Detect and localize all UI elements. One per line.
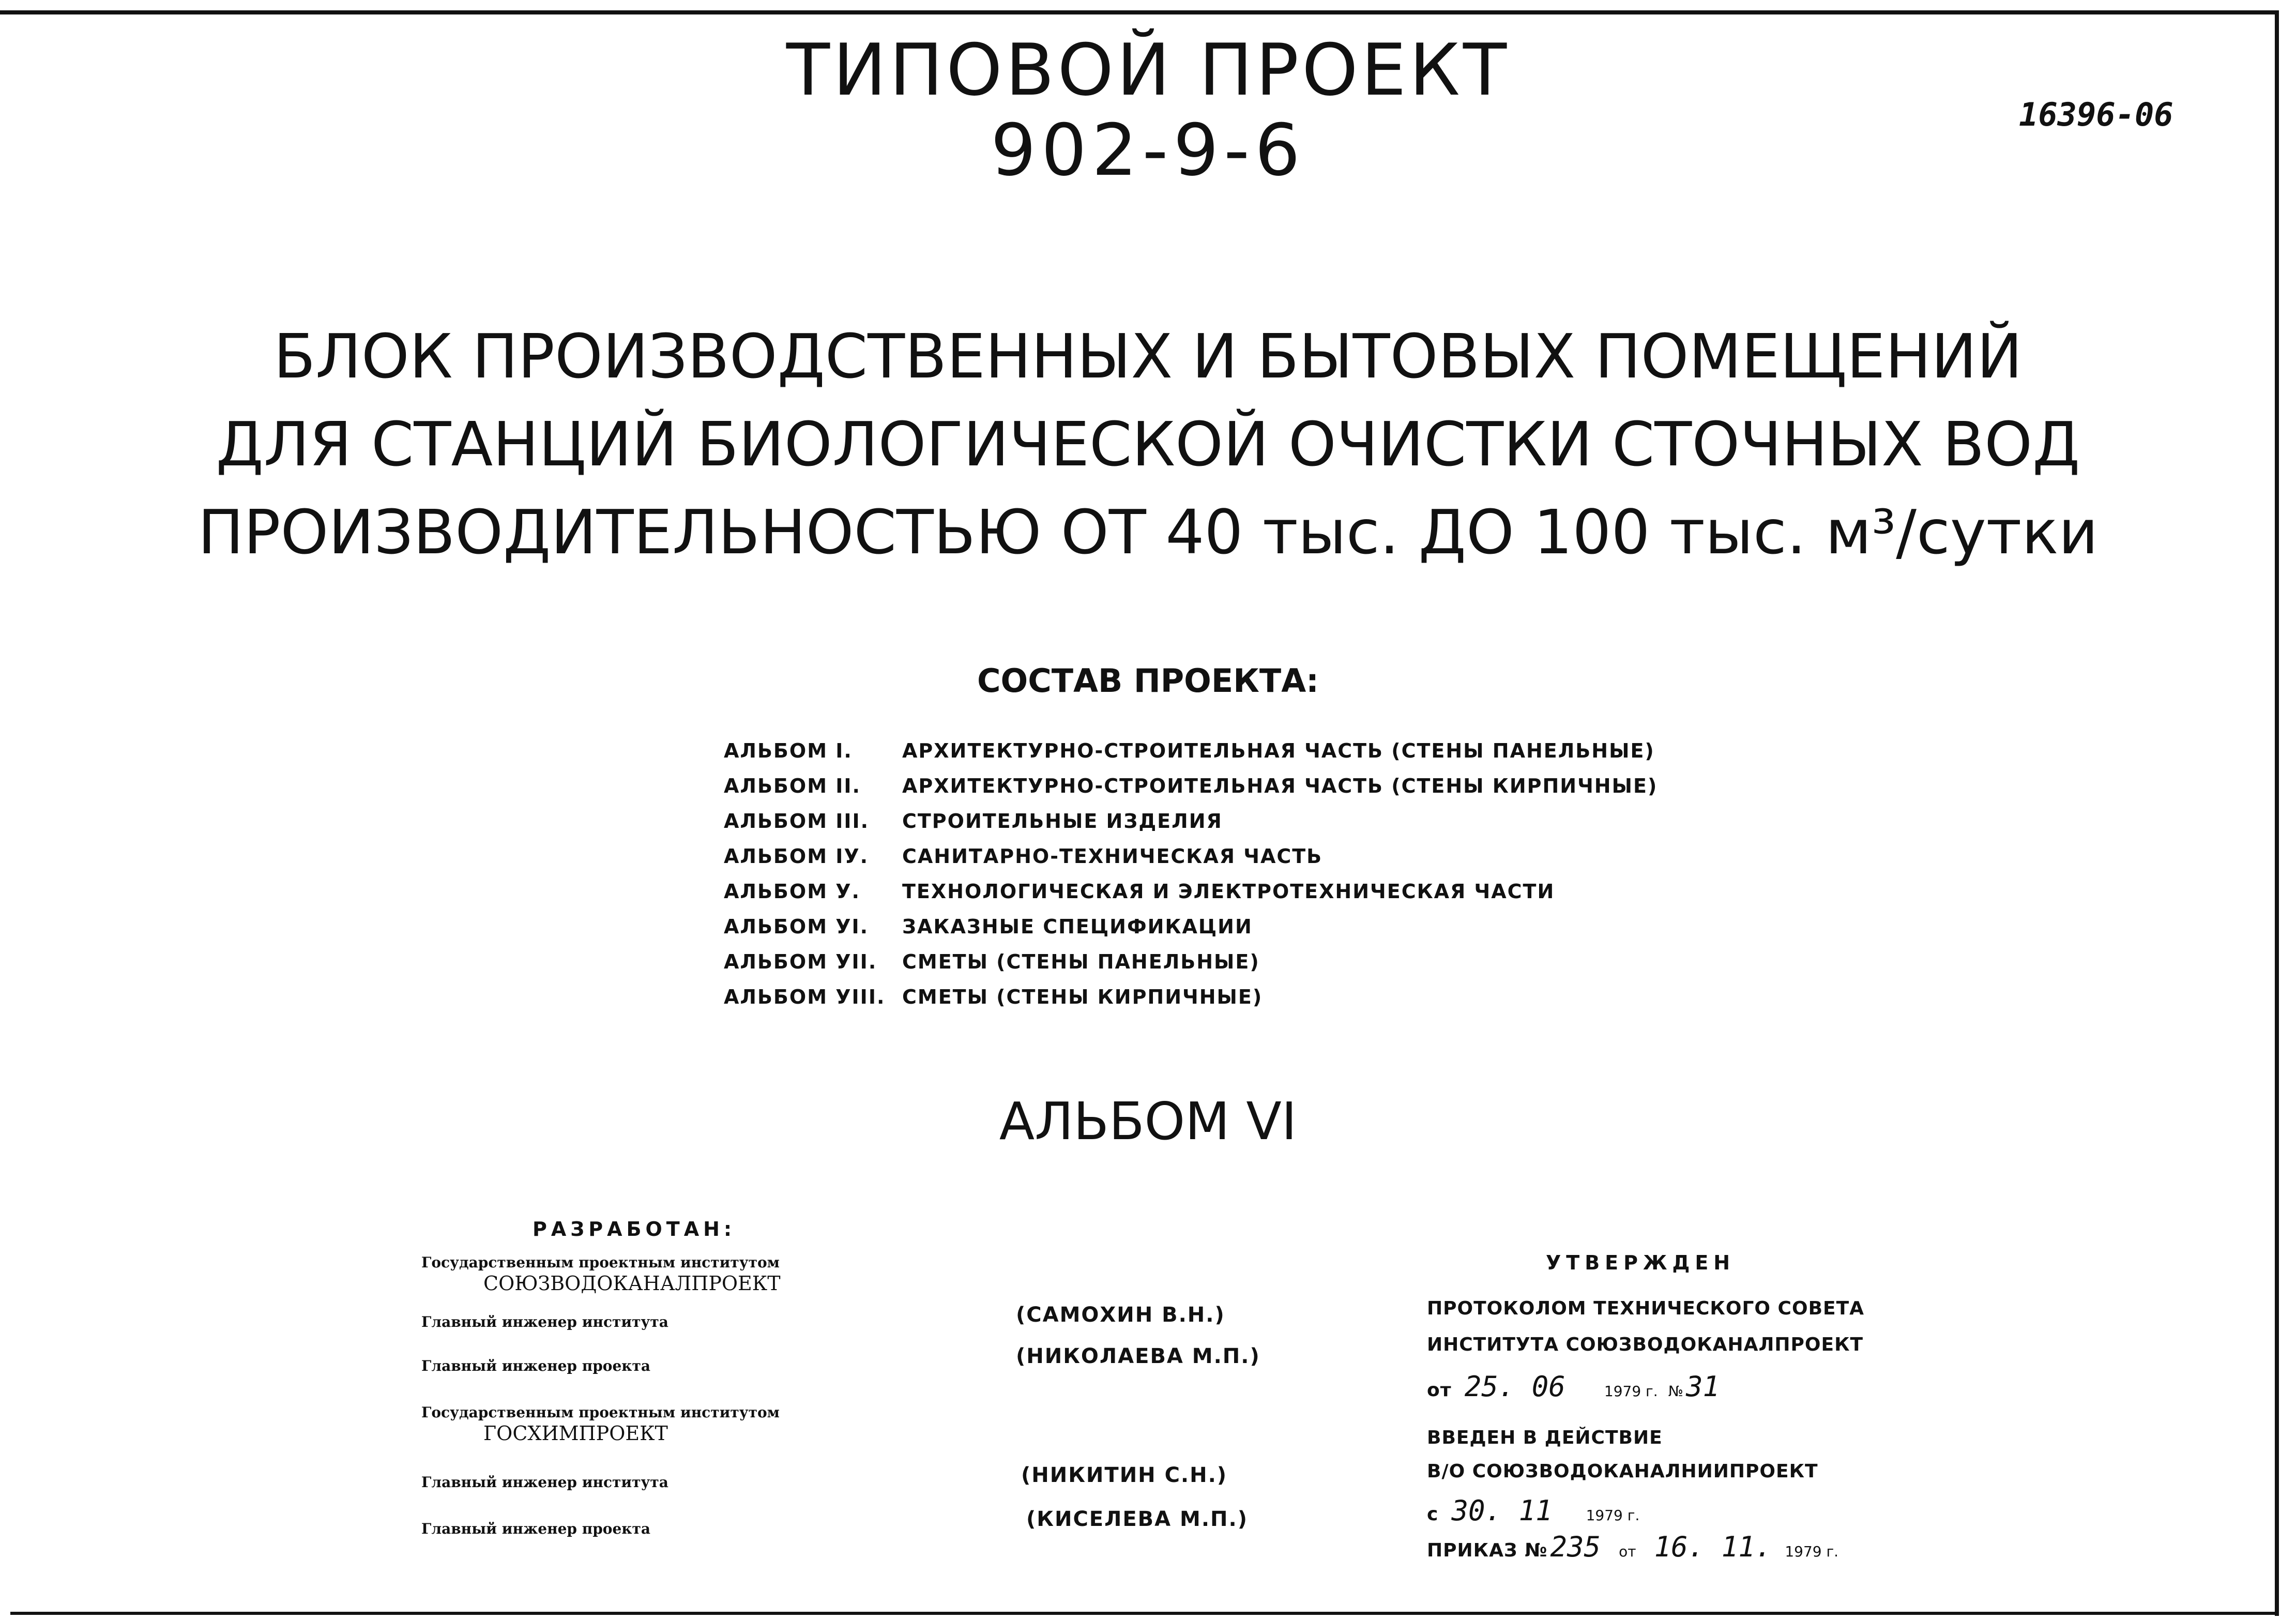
composition-title: СОСТАВ ПРОЕКТА: [977, 662, 1319, 700]
album-title: АЛЬБОМ VI [999, 1091, 1297, 1152]
developer-org-2-label: Государственным проектным институтом [421, 1404, 780, 1421]
developer-org-1-name: СОЮЗВОДОКАНАЛПРОЕКТ [483, 1272, 781, 1295]
frame-bottom-border [10, 1612, 2279, 1615]
album-label: АЛЬБОМ УI. [724, 915, 869, 938]
enacted-label: ВВЕДЕН В ДЕЙСТВИЕ [1427, 1427, 1663, 1448]
order-date: 16. 11. [1654, 1531, 1772, 1563]
album-description: ЗАКАЗНЫЕ СПЕЦИФИКАЦИИ [902, 915, 1253, 938]
enacted-date: 30. 11 [1451, 1494, 1553, 1527]
album-label: АЛЬБОМ У. [724, 880, 860, 903]
approved-protocol-line-2: ИНСТИТУТА СОЮЗВОДОКАНАЛПРОЕКТ [1427, 1334, 1864, 1355]
album-description: САНИТАРНО-ТЕХНИЧЕСКАЯ ЧАСТЬ [902, 845, 1323, 868]
chief-engineer-project-1: Главный инженер проекта [421, 1357, 651, 1374]
album-label: АЛЬБОМ II. [724, 775, 861, 797]
album-description: СМЕТЫ (СТЕНЫ КИРПИЧНЫЕ) [902, 986, 1263, 1008]
registration-code: 16396-06 [2019, 96, 2173, 133]
chief-engineer-institute-1: Главный инженер института [421, 1313, 668, 1330]
signatory-name: (КИСЕЛЕВА М.П.) [1026, 1507, 1249, 1531]
approval-date: 25. 06 [1464, 1370, 1565, 1403]
approved-title: УТВЕРЖДЕН [1546, 1251, 1736, 1274]
signatory-name: (НИКОЛАЕВА М.П.) [1016, 1344, 1260, 1368]
order-line: ПРИКАЗ № 235 от 16. 11. 1979 г. [1427, 1531, 1839, 1563]
developer-org-1-label: Государственным проектным институтом [421, 1254, 780, 1271]
album-description: СТРОИТЕЛЬНЫЕ ИЗДЕЛИЯ [902, 810, 1223, 833]
album-label: АЛЬБОМ III. [724, 810, 870, 833]
order-number: 235 [1550, 1531, 1601, 1563]
album-label: АЛЬБОМ IУ. [724, 845, 869, 868]
chief-engineer-institute-2: Главный инженер института [421, 1474, 668, 1491]
album-label: АЛЬБОМ I. [724, 739, 853, 762]
signatory-name: (САМОХИН В.Н.) [1016, 1303, 1225, 1327]
album-label: АЛЬБОМ УII. [724, 950, 877, 973]
document-title: ТИПОВОЙ ПРОЕКТ [786, 28, 1510, 112]
approval-date-line: от 25. 06 1979 г. № 31 [1427, 1370, 1720, 1403]
album-description: АРХИТЕКТУРНО-СТРОИТЕЛЬНАЯ ЧАСТЬ (СТЕНЫ КИРПИЧНЫЕ) [902, 775, 1658, 797]
heading-line-2: ДЛЯ СТАНЦИЙ БИОЛОГИЧЕСКОЙ ОЧИСТКИ СТОЧНЫХ ВОД [216, 408, 2080, 480]
enacted-date-line: с 30. 11 1979 г. [1427, 1494, 1640, 1527]
chief-engineer-project-2: Главный инженер проекта [421, 1520, 651, 1537]
album-description: АРХИТЕКТУРНО-СТРОИТЕЛЬНАЯ ЧАСТЬ (СТЕНЫ ПАНЕЛЬНЫЕ) [902, 739, 1655, 762]
signatory-name: (НИКИТИН С.Н.) [1021, 1463, 1228, 1487]
project-number: 902-9-6 [991, 109, 1305, 192]
heading-line-3: ПРОИЗВОДИТЕЛЬНОСТЬЮ ОТ 40 тыс. ДО 100 тыс. м³/сутки [197, 496, 2099, 568]
frame-top-border [0, 10, 2275, 14]
protocol-number: 31 [1685, 1370, 1720, 1403]
developed-title: РАЗРАБОТАН: [533, 1218, 736, 1240]
approved-protocol-line-1: ПРОТОКОЛОМ ТЕХНИЧЕСКОГО СОВЕТА [1427, 1298, 1865, 1319]
album-description: ТЕХНОЛОГИЧЕСКАЯ И ЭЛЕКТРОТЕХНИЧЕСКАЯ ЧАСТИ [902, 880, 1555, 903]
heading-line-1: БЛОК ПРОИЗВОДСТВЕННЫХ И БЫТОВЫХ ПОМЕЩЕНИЙ [273, 321, 2023, 392]
enacted-org: В/О СОЮЗВОДОКАНАЛНИИПРОЕКТ [1427, 1461, 1818, 1482]
album-label: АЛЬБОМ УIII. [724, 986, 886, 1008]
frame-right-border [2275, 10, 2279, 1616]
developer-org-2-name: ГОСХИМПРОЕКТ [483, 1422, 668, 1445]
album-description: СМЕТЫ (СТЕНЫ ПАНЕЛЬНЫЕ) [902, 950, 1260, 973]
